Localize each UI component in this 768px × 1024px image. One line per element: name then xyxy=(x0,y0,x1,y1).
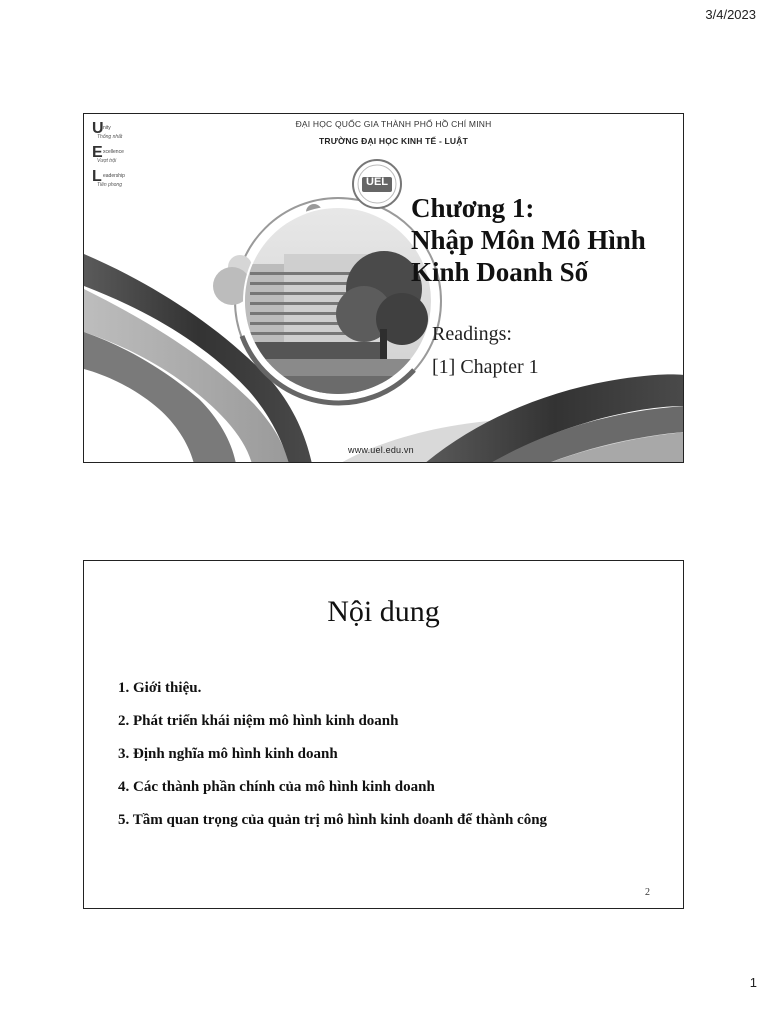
contents-list xyxy=(118,679,547,844)
page-number: 1 xyxy=(749,975,757,990)
slide-1-artwork xyxy=(84,114,684,463)
list-item: 2. Phát triển khái niệm mô hình kinh doanh xyxy=(118,713,399,729)
slide-1-title xyxy=(83,113,684,463)
readings xyxy=(432,318,539,384)
slide-number: 2 xyxy=(645,887,650,898)
title-line: Chương 1: xyxy=(411,193,535,223)
university-name: ĐẠI HỌC QUỐC GIA THÀNH PHỐ HỒ CHÍ MINH xyxy=(295,119,492,129)
uel-motto xyxy=(92,120,125,192)
readings-item: [1] Chapter 1 xyxy=(432,356,539,378)
title-line: Nhập Môn Mô Hình xyxy=(411,225,646,255)
motto-excellence: E xcellence Vượt trội xyxy=(92,144,124,164)
list-item: 3. Định nghĩa mô hình kinh doanh xyxy=(118,746,338,762)
slide-2-contents xyxy=(83,560,684,909)
school-name: TRƯỜNG ĐẠI HỌC KINH TẾ - LUẬT xyxy=(318,136,468,146)
page-date: 3/4/2023 xyxy=(705,7,756,22)
title-line: Kinh Doanh Số xyxy=(411,257,589,287)
slide-title xyxy=(411,192,646,288)
slide-title: Nội dung xyxy=(327,595,440,628)
list-item: 1. Giới thiệu. xyxy=(118,680,202,696)
motto-leadership: L eadership Tiên phong xyxy=(92,168,125,188)
list-item: 4. Các thành phần chính của mô hình kinh doanh xyxy=(118,779,435,795)
uel-logo: UEL xyxy=(366,176,388,188)
readings-label: Readings: xyxy=(432,323,512,345)
website-url: www.uel.edu.vn xyxy=(348,445,414,455)
list-item: 5. Tầm quan trọng của quản trị mô hình kinh doanh để thành công xyxy=(118,812,548,828)
motto-unity: U nity Thống nhất xyxy=(92,120,123,140)
